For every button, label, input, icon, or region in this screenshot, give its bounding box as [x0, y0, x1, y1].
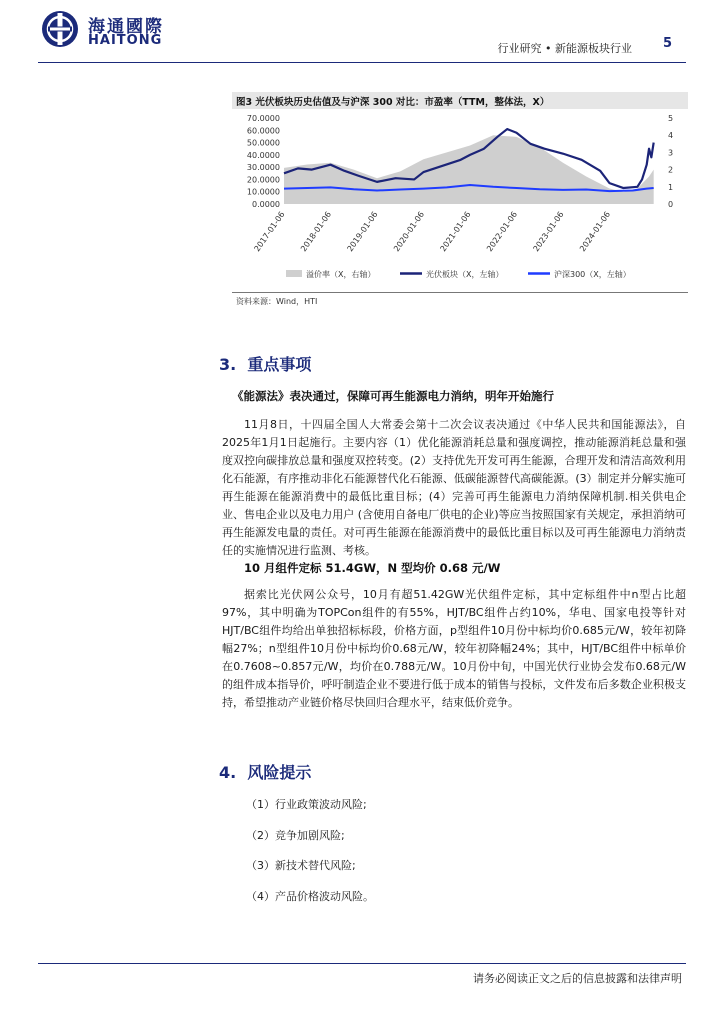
section3-subtitle-energy-law: 《能源法》表决通过，保障可再生能源电力消纳，明年开始施行 — [232, 389, 554, 403]
x-axis-tick-label: 2023-01-06 — [531, 209, 566, 254]
header-section-label: 行业研究 • 新能源板块行业 — [497, 42, 632, 55]
right-axis-tick-label: 3 — [668, 148, 674, 158]
right-axis-tick-label: 1 — [668, 182, 674, 192]
right-axis-tick-label: 0 — [668, 200, 674, 209]
legend-label: 溢价率（X，右轴） — [306, 270, 376, 279]
risk-item: （4）产品价格波动风险。 — [246, 890, 374, 903]
haitong-logo-icon — [40, 9, 80, 49]
x-axis-tick-label: 2017-01-06 — [252, 209, 287, 254]
figure-source: 资料来源：Wind，HTI — [236, 297, 318, 306]
header-divider — [38, 62, 686, 63]
right-axis-tick-label: 4 — [668, 131, 674, 141]
left-axis-tick-label: 60.0000 — [246, 126, 280, 136]
x-axis-tick-label: 2020-01-06 — [392, 209, 427, 254]
left-axis-tick-label: 20.0000 — [246, 175, 280, 185]
risk-item: （2）竞争加剧风险; — [246, 829, 345, 842]
footer-divider — [38, 963, 686, 964]
right-axis-tick-label: 5 — [668, 114, 674, 123]
legend-label: 沪深300（X，左轴） — [554, 270, 631, 279]
left-axis-tick-label: 70.0000 — [246, 114, 280, 123]
section4-heading — [219, 760, 311, 783]
section3-heading — [219, 352, 311, 375]
logo-english-text: HAITONG — [88, 33, 163, 48]
section3-title: 重点事项 — [247, 355, 312, 374]
section3-paragraph-module-bids — [222, 586, 686, 712]
x-axis-tick-label: 2019-01-06 — [345, 209, 380, 254]
left-axis-tick-label: 0.0000 — [252, 200, 280, 209]
x-axis-tick-label: 2024-01-06 — [578, 209, 613, 254]
legend-swatch — [286, 270, 302, 277]
section4-title: 风险提示 — [247, 763, 312, 782]
left-axis-tick-label: 30.0000 — [246, 163, 280, 173]
section3-paragraph-energy-law — [222, 416, 686, 560]
x-axis-tick-label: 2022-01-06 — [485, 209, 520, 254]
risk-item: （3）新技术替代风险; — [246, 859, 356, 872]
figure-title: 图3 光伏板块历史估值及与沪深 300 对比：市盈率（TTM，整体法，X） — [236, 97, 550, 108]
energy-law-text: 11月8日，十四届全国人大常委会第十二次会议表决通过《中华人民共和国能源法》，自2025年1月1日起施行。主要内容（1）优化能源消耗总量和强度调控，推动能源消耗总量和强度双控向碳排放总量和强度双控转变。(2）支持优先开发可再生能源，合理开发和清洁高效利用化石能源，有序推动非化石能源替代化石能源、低碳能源替代高碳能源。(3）制定并分解实施可再生能源在能源消费中的最低比重目标；(4）完善可再生能源电力消纳保障机制.相关供电企业、售电企业以及电力用户 (含使用自备电厂供电的企业)等应当按照国家有关规定，承担消纳可再生能源发电量的责任。对可再生能源在能源消费中的最低比重目标以及可再生能源电力消纳责任的实施情况进行监测、考核。 — [222, 418, 686, 557]
section3-subtitle-module-bids: 10 月组件定标 51.4GW，N 型均价 0.68 元/W — [244, 561, 501, 575]
left-axis-tick-label: 10.0000 — [246, 187, 280, 197]
module-bids-text: 据索比光伏网公众号，10月有超51.42GW光伏组件定标，其中定标组件中n型占比超97%，其中明确为TOPCon组件的有55%，HJT/BC组件占约10%，华电、国家电投等针对HJT/BC组件均给出单独招标标段，价格方面，p型组件10月份中标均价0.685元/W，较年初降幅27%；n型组件10月份中标均价0.68元/W，较年初降幅24%；其中，HJT/BC组件中标单价在0.7608~0.857元/W，均价在0.788元/W。10月份中旬，中国光伏行业协会发布0.68元/W的组件成本指导价，呼吁制造企业不要进行低于成本的销售与投标，文件发布后多数企业积极支持，希望推动产业链价格尽快回归合理水平，结束低价竞争。 — [222, 588, 686, 709]
figure-divider — [232, 292, 688, 293]
legend-label: 光伏板块（X，左轴） — [426, 270, 504, 279]
pe-ratio-chart — [232, 110, 688, 290]
x-axis-tick-label: 2018-01-06 — [299, 209, 334, 254]
page-number: 5 — [663, 36, 673, 51]
section4-number: 4. — [219, 763, 237, 782]
section3-number: 3. — [219, 355, 237, 374]
logo-chinese-text: 海通國際 — [88, 17, 164, 37]
footer-disclaimer: 请务必阅读正文之后的信息披露和法律声明 — [473, 972, 682, 985]
left-axis-tick-label: 40.0000 — [246, 150, 280, 160]
right-axis-tick-label: 2 — [668, 165, 674, 175]
left-axis-tick-label: 50.0000 — [246, 138, 280, 148]
x-axis-tick-label: 2021-01-06 — [438, 209, 473, 254]
risk-item: （1）行业政策波动风险; — [246, 798, 367, 811]
